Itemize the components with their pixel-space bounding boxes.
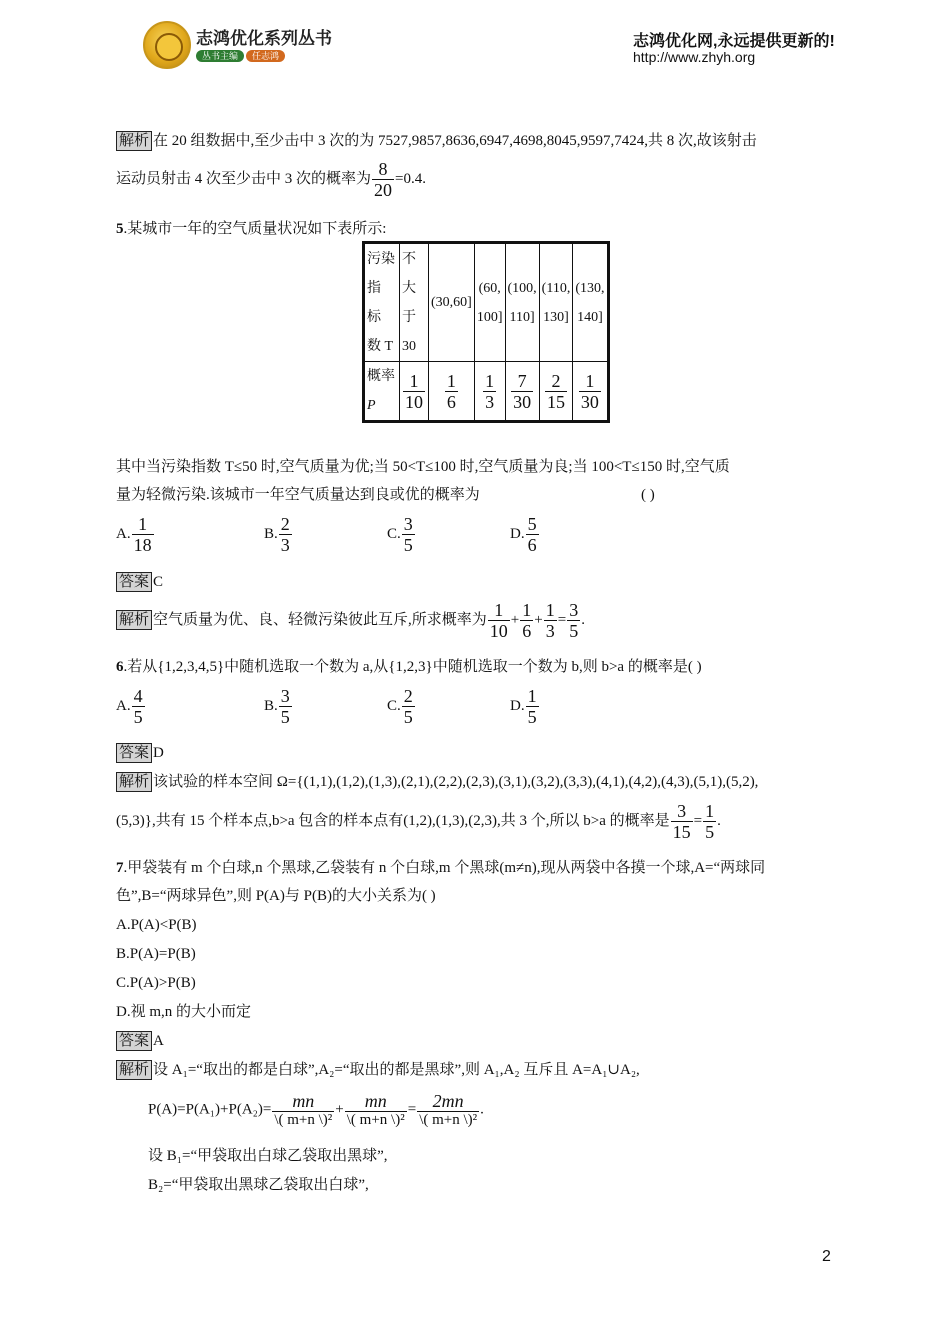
q7-formula: P(A)=P(A₁)+P(A₂)= $\frac{mn}{\text{\textbackslash{}( m+n \textbackslash{})²}}$ + $\frac{mn}{\text{\textbackslash{}( m+n \textbackslash{})²}}$ = $\frac{2mn}{\text{\textbackslash{}( m+n \textbackslash{})²}}$ . — [148, 1091, 484, 1128]
header-url[interactable]: http://www.zhyh.org — [633, 49, 756, 65]
table-prob-label: 概率 P — [364, 362, 400, 422]
editor-name: 任志鸿 — [246, 50, 285, 62]
q7-stem-line1: 7.甲袋装有 m 个白球,n 个黑球,乙袋装有 n 个白球,m 个黑球(m≠n),现从两袋中各摸一个球,A=“两球同 — [116, 860, 766, 876]
analysis-tag: 解析 — [116, 131, 152, 151]
table-range-cell: (100, 110] — [505, 243, 539, 362]
q6-analysis-line2: (5,3)},共有 15 个样本点,b>a 包含的样本点有(1,2),(1,3),(2,3),共 3 个,所以 b>a 的概率是 $\frac{3}{15}$ = $\frac{1}{5}$ . — [116, 801, 721, 842]
table-prob-cell: $\frac{2}{15}$ — [539, 362, 573, 422]
table-range-cell: (110, 130] — [539, 243, 573, 362]
q7-analysis-line1: 解析 设 A₁=“取出的都是白球”,A₂=“取出的都是黑球”,则 A₁,A₂ 互斥且 A=A₁∪A₂, — [116, 1060, 640, 1080]
q7-option-c[interactable]: C.P(A)>P(B) — [116, 975, 196, 991]
q6-answer: 答案 D — [116, 743, 164, 763]
q5-answer: 答案 C — [116, 572, 163, 592]
editor-label: 丛书主编 — [196, 50, 244, 62]
series-logo — [143, 21, 191, 69]
q5-option-d[interactable]: D. $\frac{5}{6}$ — [510, 514, 537, 555]
q6-option-b[interactable]: B. $\frac{3}{5}$ — [264, 686, 290, 727]
table-prob-cell: $\frac{7}{30}$ — [505, 362, 539, 422]
analysis-tag: 解析 — [116, 772, 152, 792]
q5-option-c[interactable]: C. $\frac{3}{5}$ — [387, 514, 413, 555]
analysis-tag: 解析 — [116, 1060, 152, 1080]
table-prob-cell: $\frac{1}{10}$ — [400, 362, 429, 422]
table-range-cell: (60, 100] — [474, 243, 505, 362]
air-quality-table — [362, 241, 610, 423]
q4-analysis-line2: 运动员射击 4 次至少击中 3 次的概率为 $\frac{8}{20}$ =0.4. — [116, 159, 426, 200]
analysis-tag: 解析 — [116, 610, 152, 630]
q7-option-b[interactable]: B.P(A)=P(B) — [116, 946, 196, 962]
q5-analysis: 解析 空气质量为优、良、轻微污染彼此互斥,所求概率为 $\frac{1}{10}$ + $\frac{1}{6}$ + $\frac{1}{3}$ = $\frac{3}{5}$ . — [116, 601, 585, 640]
q5-option-b[interactable]: B. $\frac{2}{3}$ — [264, 514, 290, 555]
logo-emblem-icon — [155, 33, 183, 61]
q4-analysis-line1: 解析 在 20 组数据中,至少击中 3 次的为 7527,9857,8636,6947,4698,8045,9597,7424,共 8 次,故该射击 — [116, 131, 757, 151]
table-prob-cell: $\frac{1}{6}$ — [429, 362, 475, 422]
table-range-cell: 不 大 于 30 — [400, 243, 429, 362]
q5-text-line1: 其中当污染指数 T≤50 时,空气质量为优;当 50<T≤100 时,空气质量为良;当 100<T≤150 时,空气质 — [116, 459, 730, 475]
header-slogan: 志鸿优化网,永远提供更新的! — [633, 33, 835, 50]
q5-text-line2: 量为轻微污染.该城市一年空气质量达到良或优的概率为 — [116, 487, 480, 503]
q5-answer-paren: ( ) — [641, 487, 655, 503]
table-range-cell: (30,60] — [429, 243, 475, 362]
table-prob-cell: $\frac{1}{30}$ — [573, 362, 608, 422]
q7-option-a[interactable]: A.P(A)<P(B) — [116, 917, 197, 933]
q7-answer: 答案 A — [116, 1031, 164, 1051]
q6-option-c[interactable]: C. $\frac{2}{5}$ — [387, 686, 413, 727]
table-header-label: 污染 指 标 数 T — [364, 243, 400, 362]
q6-stem: 6.若从{1,2,3,4,5}中随机选取一个数为 a,从{1,2,3}中随机选取一个数为 b,则 b>a 的概率是( ) — [116, 659, 702, 675]
answer-tag: 答案 — [116, 743, 152, 763]
q5-option-a[interactable]: A. $\frac{1}{18}$ — [116, 514, 152, 555]
q7-line-b2: B₂=“甲袋取出黑球乙袋取出白球”, — [148, 1177, 369, 1193]
table-range-cell: (130, 140] — [573, 243, 608, 362]
q7-line-b1: 设 B₁=“甲袋取出白球乙袋取出黑球”, — [148, 1148, 388, 1164]
answer-tag: 答案 — [116, 1031, 152, 1051]
page-number: 2 — [822, 1248, 831, 1265]
fraction: $\frac{8}{20}$ — [374, 159, 393, 200]
q6-option-a[interactable]: A. $\frac{4}{5}$ — [116, 686, 143, 727]
q6-option-d[interactable]: D. $\frac{1}{5}$ — [510, 686, 537, 727]
answer-tag: 答案 — [116, 572, 152, 592]
q5-stem: 5.某城市一年的空气质量状况如下表所示: — [116, 221, 387, 237]
table-prob-cell: $\frac{1}{3}$ — [474, 362, 505, 422]
q6-analysis-line1: 解析 该试验的样本空间 Ω={(1,1),(1,2),(1,3),(2,1),(2,2),(2,3),(3,1),(3,2),(3,3),(4,1),(4,2),(4,3),(5,1),(5,2), — [116, 772, 758, 792]
series-title: 志鸿优化系列丛书 — [196, 29, 332, 48]
q7-option-d[interactable]: D.视 m,n 的大小而定 — [116, 1004, 252, 1020]
q7-stem-line2: 色”,B=“两球异色”,则 P(A)与 P(B)的大小关系为( ) — [116, 888, 436, 904]
